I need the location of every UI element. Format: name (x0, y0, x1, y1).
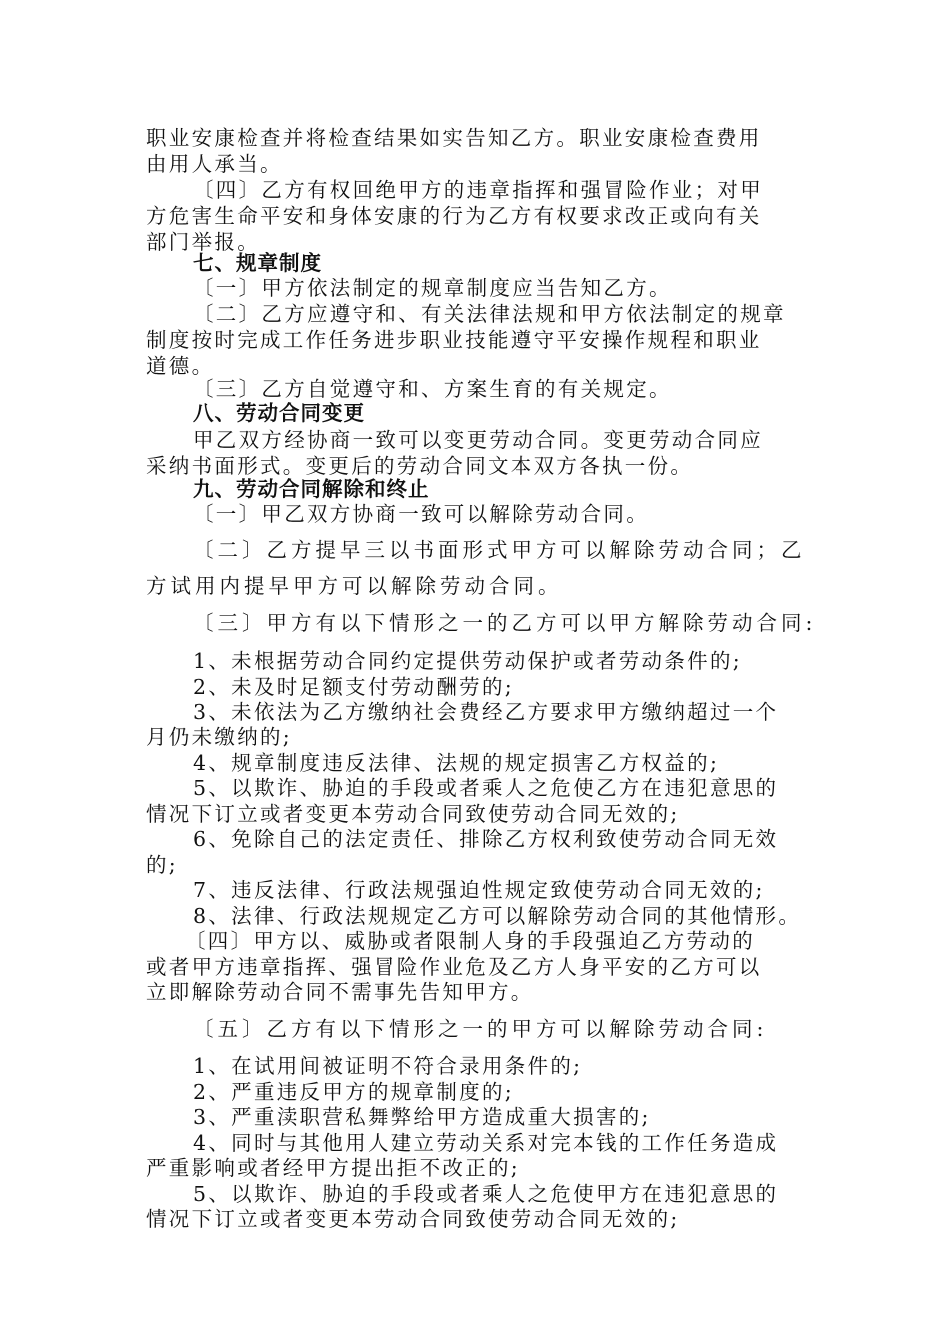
text-line: 甲乙双方经协商一致可以变更劳动合同。变更劳动合同应 (193, 428, 763, 452)
text-line: 制度按时完成工作任务进步职业技能遵守平安操作规程和职业 (146, 328, 762, 352)
text-line: 职业安康检查并将检查结果如实告知乙方。职业安康检查费用 (146, 126, 762, 150)
text-line: 7、违反法律、行政法规强迫性规定致使劳动合同无效的; (193, 878, 765, 902)
text-line: 立即解除劳动合同不需事先告知甲方。 (146, 980, 534, 1004)
text-line: 8、法律、行政法规规定乙方可以解除劳动合同的其他情形。 (193, 904, 802, 928)
section-heading: 七、规章制度 (193, 251, 322, 275)
text-line: 方试用内提早甲方可以解除劳动合同。 (146, 574, 563, 598)
text-line: 〔五〕乙方有以下情形之一的甲方可以解除劳动合同: (193, 1017, 768, 1041)
text-line: 2、严重违反甲方的规章制度的; (193, 1080, 514, 1104)
text-line: 月仍未缴纳的; (146, 725, 293, 749)
text-line: 由用人承当。 (146, 152, 283, 176)
text-line: 〔二〕乙方提早三以书面形式甲方可以解除劳动合同；乙 (193, 538, 806, 562)
text-line: 〔四〕乙方有权回绝甲方的违章指挥和强冒险作业；对甲 (193, 178, 763, 202)
text-line: 4、规章制度违反法律、法规的规定损害乙方权益的; (193, 751, 720, 775)
text-line: 〔一〕甲方依法制定的规章制度应当告知乙方。 (193, 276, 672, 300)
section-heading: 九、劳动合同解除和终止 (193, 477, 430, 501)
text-line: 5、以欺诈、胁迫的手段或者乘人之危使乙方在违犯意思的 (193, 776, 779, 800)
text-line: 情况下订立或者变更本劳动合同致使劳动合同无效的; (146, 802, 680, 826)
section-heading: 八、劳动合同变更 (193, 401, 365, 425)
text-line: 道德。 (146, 354, 215, 378)
text-line: 3、严重渎职营私舞弊给甲方造成重大损害的; (193, 1105, 651, 1129)
text-line: 情况下订立或者变更本劳动合同致使劳动合同无效的; (146, 1207, 680, 1231)
text-line: 4、同时与其他用人建立劳动关系对完本钱的工作任务造成 (193, 1131, 779, 1155)
text-line: 的; (146, 853, 179, 877)
text-line: 3、未依法为乙方缴纳社会费经乙方要求甲方缴纳超过一个 (193, 700, 779, 724)
text-line: 或者甲方违章指挥、强冒险作业危及乙方人身平安的乙方可以 (146, 955, 762, 979)
text-line: 严重影响或者经甲方提出拒不改正的; (146, 1156, 521, 1180)
text-line: 1、未根据劳动合同约定提供劳动保护或者劳动条件的; (193, 649, 742, 673)
text-line: 部门举报。 (146, 230, 260, 254)
text-line: 〔三〕乙方自觉遵守和、方案生育的有关规定。 (193, 377, 672, 401)
text-line: 〔四〕甲方以、威胁或者限制人身的手段强迫乙方劳动的 (185, 929, 755, 953)
text-line: 〔三〕甲方有以下情形之一的乙方可以甲方解除劳动合同: (193, 611, 817, 635)
text-line: 方危害生命平安和身体安康的行为乙方有权要求改正或向有关 (146, 204, 762, 228)
text-line: 1、在试用间被证明不符合录用条件的; (193, 1054, 583, 1078)
text-line: 2、未及时足额支付劳动酬劳的; (193, 675, 514, 699)
text-line: 采纳书面形式。变更后的劳动合同文本双方各执一份。 (146, 454, 694, 478)
text-line: 〔二〕乙方应遵守和、有关法律法规和甲方依法制定的规章 (193, 302, 786, 326)
text-line: 〔一〕甲乙双方协商一致可以解除劳动合同。 (193, 502, 649, 526)
text-line: 5、以欺诈、胁迫的手段或者乘人之危使甲方在违犯意思的 (193, 1182, 779, 1206)
text-line: 6、免除自己的法定责任、排除乙方权利致使劳动合同无效 (193, 827, 779, 851)
